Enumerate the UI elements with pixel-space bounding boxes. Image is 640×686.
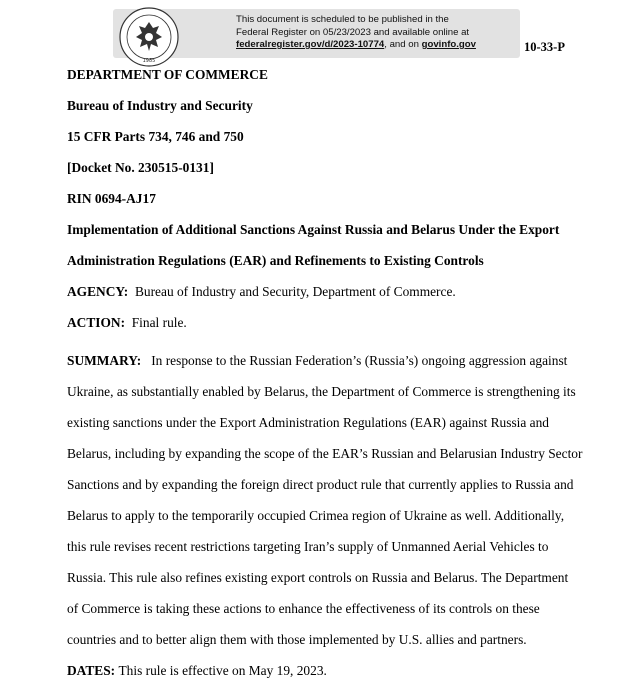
rule-title-line-2: Administration Regulations (EAR) and Refinements to Existing Controls	[67, 253, 484, 268]
action-row	[67, 315, 187, 331]
summary-line: of Commerce is taking these actions to enhance the effectiveness of its controls on these	[67, 601, 540, 616]
govinfo-link[interactable]: govinfo.gov	[421, 39, 476, 50]
dates-label: DATES:	[67, 663, 116, 678]
federalregister-link[interactable]: federalregister.gov/d/2023-10774	[236, 39, 385, 50]
action-text: Final rule.	[131, 315, 187, 330]
svg-text:1985: 1985	[142, 58, 156, 64]
summary-label: SUMMARY:	[67, 353, 142, 368]
bureau-heading: Bureau of Industry and Security	[67, 98, 253, 113]
docket-number: [Docket No. 230515-0131]	[67, 160, 214, 175]
cfr-parts: 15 CFR Parts 734, 746 and 750	[67, 129, 244, 144]
summary-paragraph	[67, 345, 587, 686]
summary-line: SUMMARY: In response to the Russian Federation’s (Russia’s) ongoing aggression against	[67, 353, 568, 368]
summary-line: Belarus to apply to the temporarily occupied Crimea region of Ukraine as well. Additionally,	[67, 508, 565, 523]
summary-line: Belarus, including by expanding the scope of the EAR’s Russian and Belarusian Industry Sector	[67, 446, 583, 461]
document-code: 10-33-P	[524, 40, 565, 54]
summary-line: Russia. This rule also refines existing export controls on Russia and Belarus. The Department	[67, 570, 569, 585]
notice-line-3	[236, 39, 516, 52]
agency-row	[67, 284, 456, 300]
summary-line: existing sanctions under the Export Administration Regulations (EAR) against Russia and	[67, 415, 549, 430]
summary-line: Ukraine, as substantially enabled by Belarus, the Department of Commerce is strengthening its	[67, 384, 576, 399]
dates-text: This rule is effective on May 19, 2023.	[118, 663, 327, 678]
summary-line: countries and to better align them with those implemented by U.S. allies and partners.	[67, 632, 527, 647]
publication-notice-text	[236, 14, 516, 52]
department-heading: DEPARTMENT OF COMMERCE	[67, 67, 268, 82]
summary-line: this rule revises recent restrictions targeting Iran’s supply of Unmanned Aerial Vehicles to	[67, 539, 549, 554]
rin-number: RIN 0694-AJ17	[67, 191, 156, 206]
agency-text: Bureau of Industry and Security, Department of Commerce.	[134, 284, 456, 299]
notice-line-2: Federal Register on 05/23/2023 and available online at	[236, 26, 470, 38]
action-label: ACTION:	[67, 315, 126, 330]
dates-row	[67, 655, 587, 686]
summary-line: Sanctions and by expanding the foreign direct product rule that currently applies to Russia and	[67, 477, 574, 492]
agency-label: AGENCY:	[67, 284, 129, 299]
notice-connector: , and on	[384, 39, 422, 50]
notice-line-1: This document is scheduled to be published in the	[236, 14, 449, 25]
national-archives-seal-logo	[115, 6, 183, 69]
rule-title-line-1: Implementation of Additional Sanctions Against Russia and Belarus Under the Export	[67, 222, 560, 237]
